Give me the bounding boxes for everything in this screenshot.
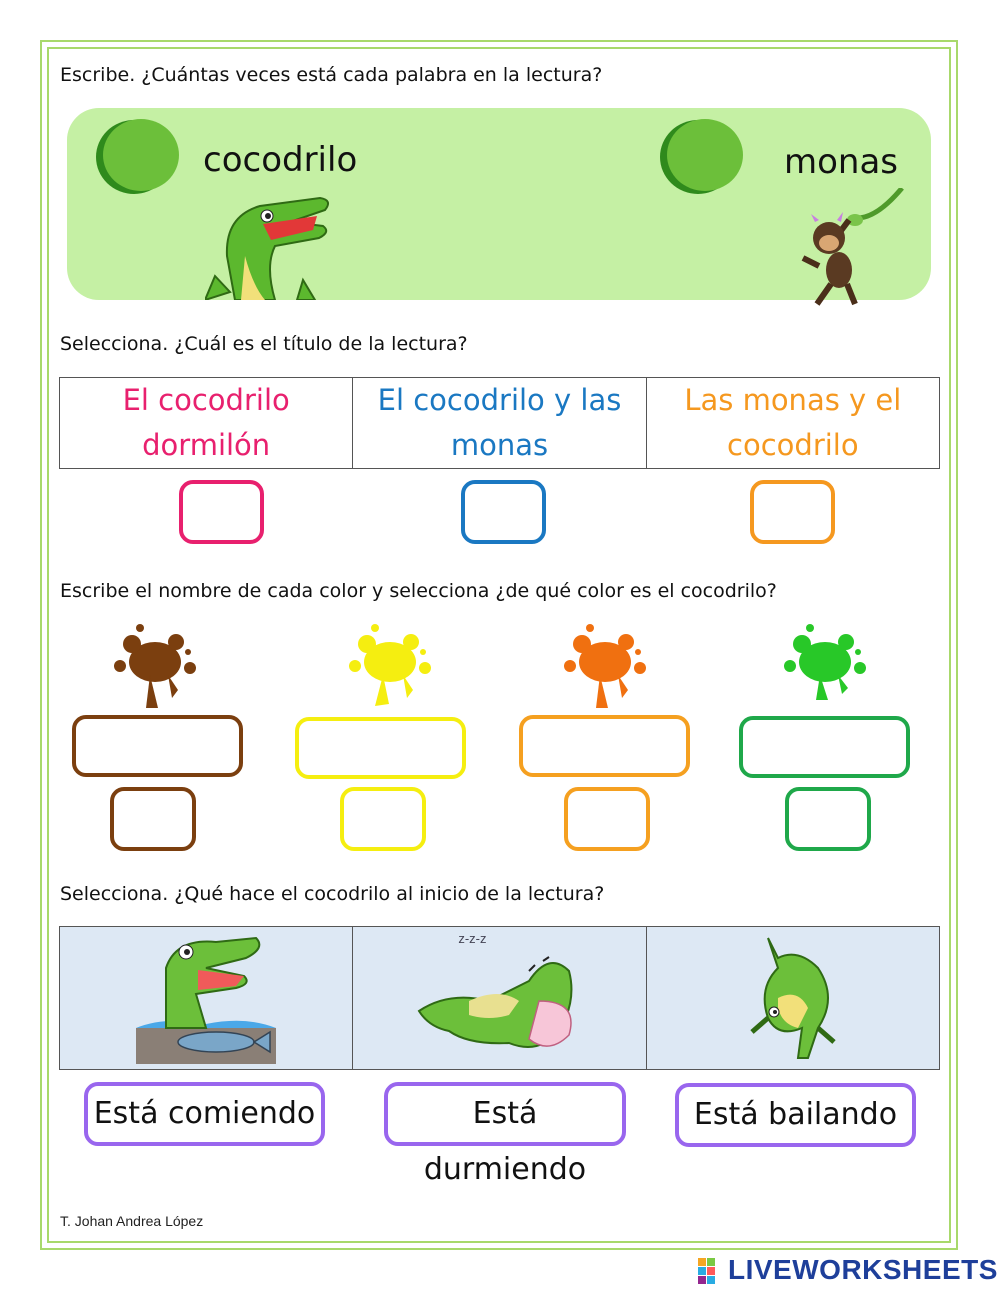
- sleeping-picture-cell: [353, 927, 646, 1070]
- crocodile-eating-icon: [126, 928, 286, 1064]
- orange-paint-splash-icon: [560, 620, 650, 710]
- yellow-name-input[interactable]: [295, 717, 466, 779]
- author-credit: T. Johan Andrea López: [60, 1213, 204, 1229]
- option-sleeping-button[interactable]: Está durmiendo: [384, 1082, 626, 1146]
- green-paint-splash-icon: [780, 620, 870, 710]
- crocodile-icon: [205, 196, 335, 300]
- option-dancing-button[interactable]: Está bailando: [675, 1083, 916, 1147]
- title-options-table: [59, 377, 940, 469]
- word-monas: monas: [784, 142, 899, 182]
- orange-name-input[interactable]: [519, 715, 690, 777]
- monas-count-circle[interactable]: [658, 118, 746, 196]
- title-select-box-1[interactable]: [179, 480, 264, 544]
- dancing-picture-cell: [646, 927, 939, 1070]
- green-name-input[interactable]: [739, 716, 910, 778]
- brown-select-box[interactable]: [110, 787, 196, 851]
- color-question: Escribe el nombre de cada color y selecciona ¿de qué color es el cocodrilo?: [60, 580, 777, 602]
- crocodile-sleeping-icon: [409, 931, 589, 1061]
- title-select-box-2[interactable]: [461, 480, 546, 544]
- brown-paint-splash-icon: [110, 620, 200, 710]
- title-select-box-3[interactable]: [750, 480, 835, 544]
- eating-picture-cell: [60, 927, 353, 1070]
- title-option-2: El cocodrilo y las monas: [353, 378, 646, 469]
- title-option-1: El cocodrilo dormilón: [60, 378, 353, 469]
- word-count-panel: [67, 108, 931, 300]
- cocodrilo-count-circle[interactable]: [94, 118, 182, 196]
- green-select-box[interactable]: [785, 787, 871, 851]
- brand-text: LIVEWORKSHEETS: [728, 1254, 998, 1285]
- monkey-icon: [797, 188, 907, 308]
- title-question: Selecciona. ¿Cuál es el título de la lectura?: [60, 333, 468, 355]
- liveworksheets-logo-icon: [698, 1258, 724, 1284]
- orange-select-box[interactable]: [564, 787, 650, 851]
- yellow-select-box[interactable]: [340, 787, 426, 851]
- crocodile-dancing-icon: [738, 928, 848, 1064]
- count-question: Escribe. ¿Cuántas veces está cada palabra en la lectura?: [60, 64, 603, 86]
- zzz-text: z-z-z: [458, 931, 487, 946]
- yellow-paint-splash-icon: [345, 620, 435, 710]
- brown-name-input[interactable]: [72, 715, 243, 777]
- action-pictures-table: [59, 926, 940, 1070]
- word-cocodrilo: cocodrilo: [203, 140, 358, 180]
- action-question: Selecciona. ¿Qué hace el cocodrilo al inicio de la lectura?: [60, 883, 605, 905]
- title-option-3: Las monas y el cocodrilo: [646, 378, 939, 469]
- option-eating-button[interactable]: Está comiendo: [84, 1082, 325, 1146]
